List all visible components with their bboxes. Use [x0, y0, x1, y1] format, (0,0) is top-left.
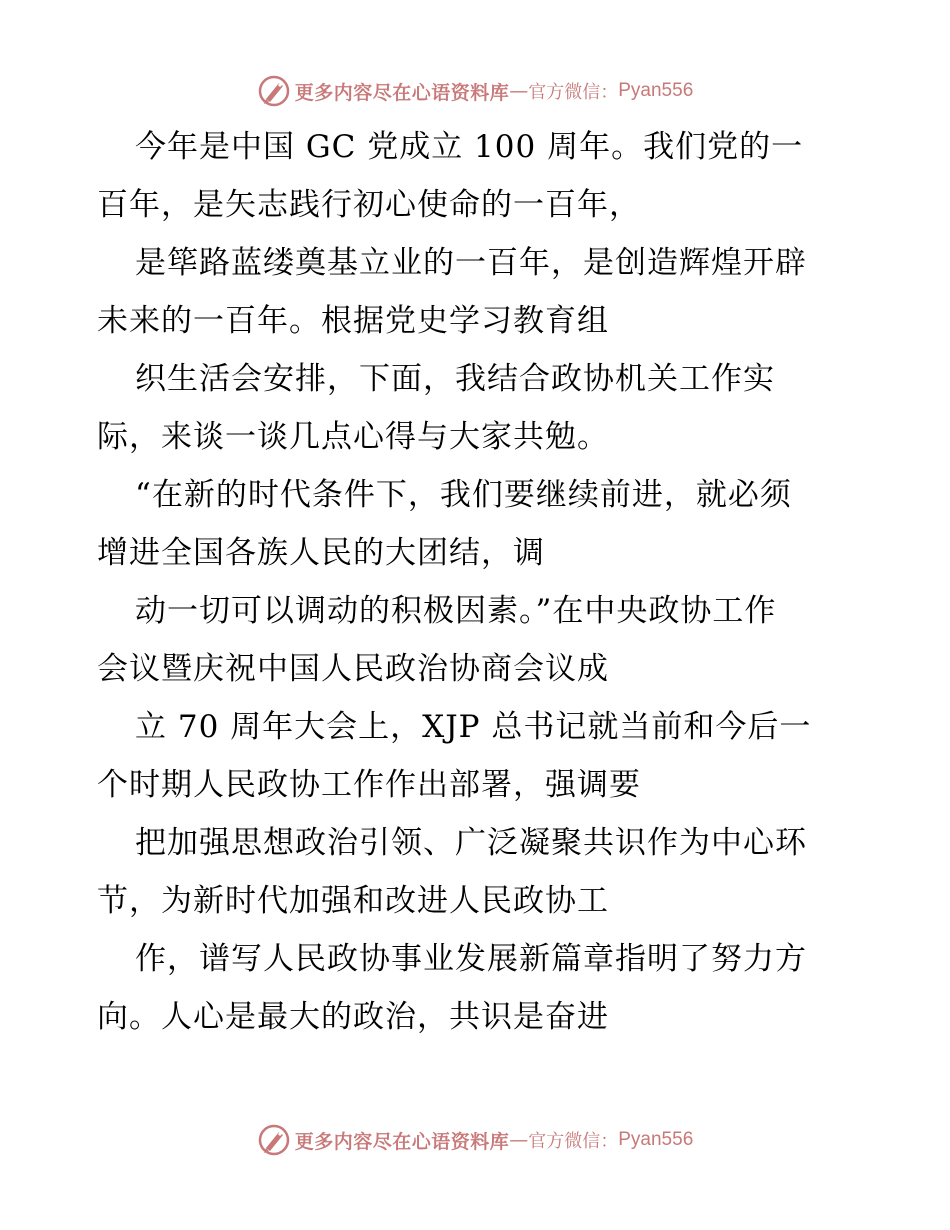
text-line: 增进全国各族人民的大团结，调	[97, 535, 545, 571]
footer-watermark	[0, 1120, 950, 1160]
text-line: “在新的时代条件下，我们要继续前进，就必须	[135, 477, 792, 513]
text-line: 立 70 周年大会上，XJP 总书记就当前和今后一	[135, 709, 812, 745]
watermark-site-text: 更多内容尽在心语资料库	[294, 81, 510, 104]
header-watermark	[0, 71, 950, 111]
watermark-wechat-label: 官方微信：	[528, 1131, 619, 1152]
text-line: 作，谱写人民政协事业发展新篇章指明了努力方	[135, 941, 807, 977]
text-line: 织生活会安排，下面，我结合政协机关工作实	[135, 361, 775, 397]
watermark-wechat-id: Pyan556	[618, 80, 694, 101]
text-line: 把加强思想政治引领、广泛凝聚共识作为中心环	[135, 825, 807, 861]
watermark-wechat-id: Pyan556	[618, 1129, 694, 1150]
watermark-site-text: 更多内容尽在心语资料库	[294, 1130, 510, 1153]
pen-nib-logo-icon	[257, 74, 291, 108]
text-line: 际，来谈一谈几点心得与大家共勉。	[97, 419, 609, 455]
text-line: 未来的一百年。根据党史学习教育组	[97, 303, 609, 339]
text-line: 动一切可以调动的积极因素。”在中央政协工作	[135, 593, 777, 629]
watermark-separator: —	[509, 80, 529, 102]
text-line: 今年是中国 GC 党成立 100 周年。我们党的一	[135, 129, 804, 165]
pen-nib-logo-icon	[257, 1123, 291, 1157]
text-line: 节，为新时代加强和改进人民政协工	[97, 883, 609, 919]
text-line: 向。人心是最大的政治，共识是奋进	[97, 999, 609, 1035]
text-line: 是筚路蓝缕奠基立业的一百年，是创造辉煌开辟	[135, 245, 807, 281]
watermark-separator: —	[509, 1129, 529, 1151]
document-body	[97, 118, 857, 1046]
text-line: 百年，是矢志践行初心使命的一百年，	[97, 187, 641, 223]
watermark-wechat-label: 官方微信：	[528, 82, 619, 103]
text-line: 个时期人民政协工作作出部署，强调要	[97, 767, 641, 803]
text-line: 会议暨庆祝中国人民政治协商会议成	[97, 651, 609, 687]
